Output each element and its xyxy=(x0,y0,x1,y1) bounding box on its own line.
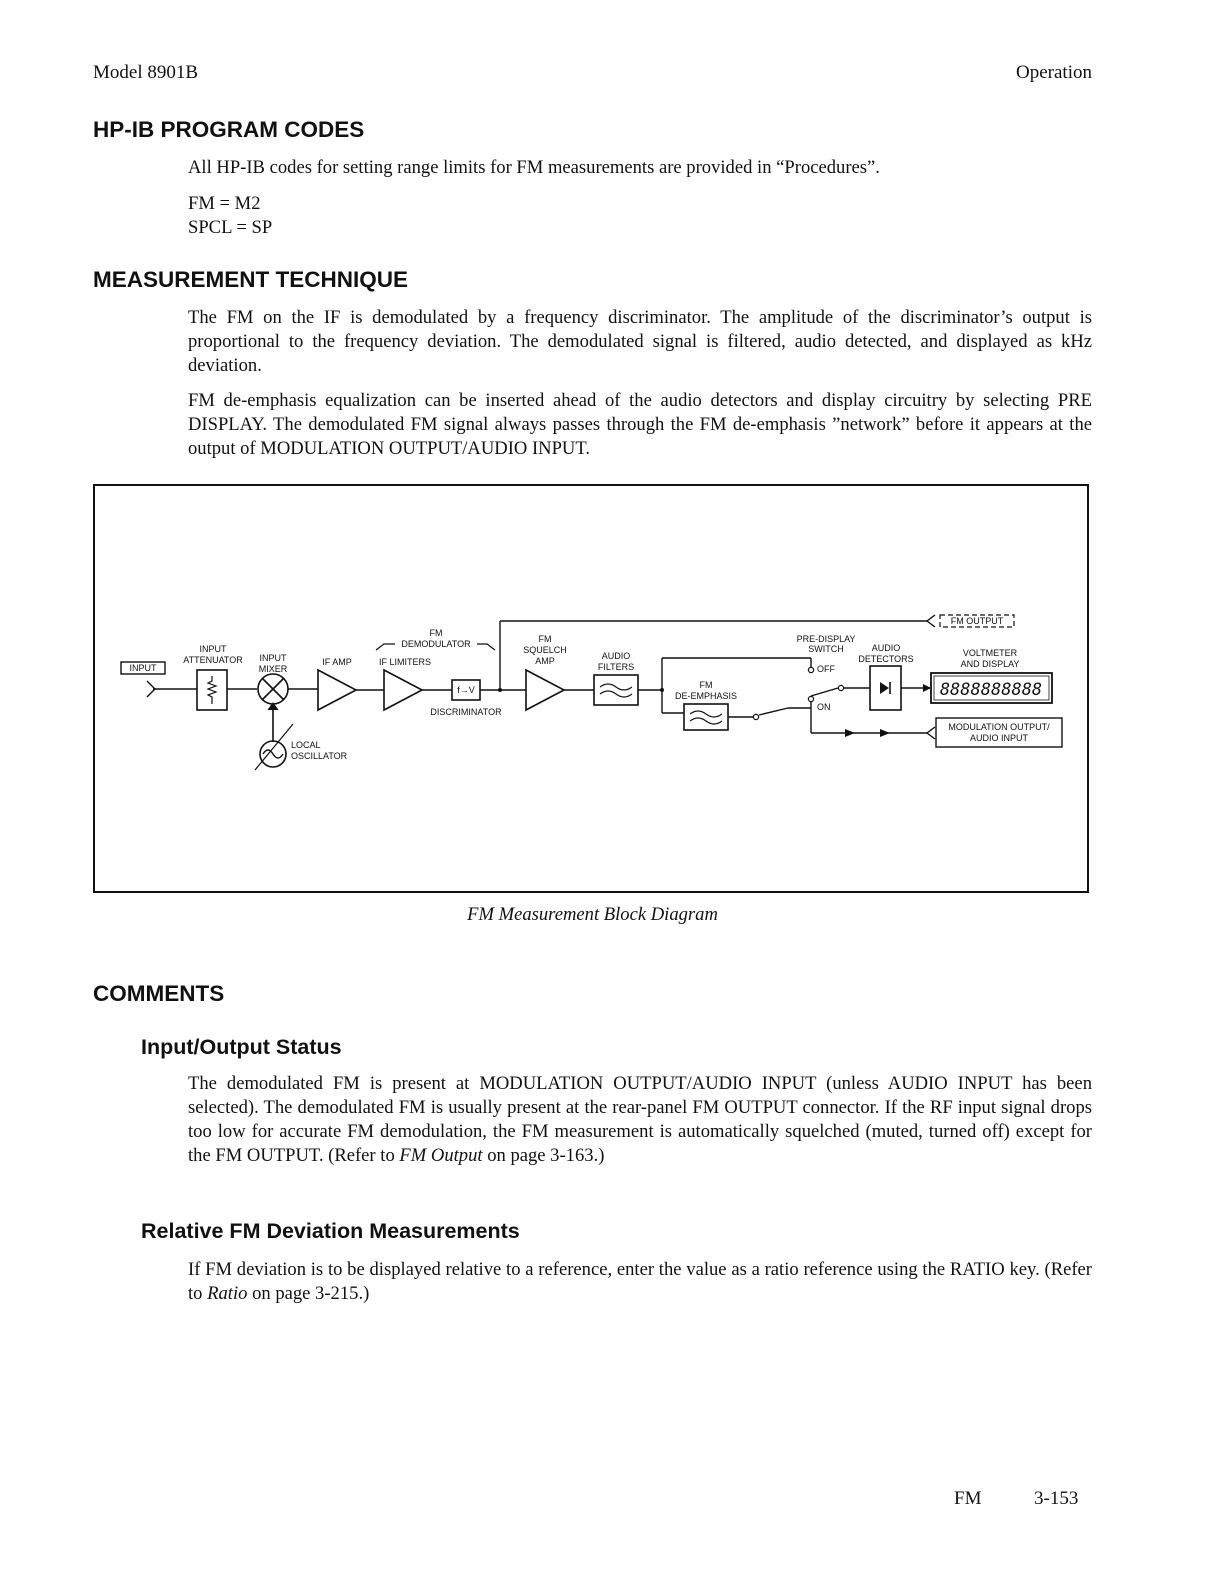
label-modulation-output-1: MODULATION OUTPUT/ xyxy=(948,722,1050,732)
label-switch-on: ON xyxy=(817,702,831,712)
relative-fm-reference: Ratio xyxy=(207,1283,248,1304)
label-pre-display-switch-2: SWITCH xyxy=(808,644,844,654)
footer-section: FM xyxy=(954,1488,982,1509)
fm-deemphasis-block xyxy=(684,704,728,730)
relative-fm-text-end: on page 3-215.) xyxy=(247,1283,370,1304)
label-input-attenuator-2: ATTENUATOR xyxy=(183,655,243,665)
fm-measurement-block-diagram xyxy=(93,484,1089,894)
label-modulation-output-2: AUDIO INPUT xyxy=(969,733,1029,743)
deemphasis-wave-icon xyxy=(690,711,722,724)
label-local-oscillator-2: OSCILLATOR xyxy=(291,751,348,761)
display-digits: 8888888888 xyxy=(939,680,1043,700)
pre-display-switch-lever xyxy=(811,688,838,696)
label-local-oscillator-1: LOCAL xyxy=(291,740,321,750)
heading-relative-fm-deviation: Relative FM Deviation Measurements xyxy=(141,1219,520,1243)
technique-paragraph-2: FM de-emphasis equalization can be inserted ahead of the audio detectors and display circuitry by selecting PRE DISPLAY. The demodulated FM signal always passes through the FM de-emphasis ”network” before it appears at the output of MODULATION OUTPUT/AUDIO INPUT. xyxy=(188,390,1092,459)
label-f-to-v: f→V xyxy=(457,685,475,695)
label-input-attenuator-1: INPUT xyxy=(199,644,227,654)
label-fm-squelch-amp-3: AMP xyxy=(535,656,555,666)
heading-hpib-program-codes: HP-IB PROGRAM CODES xyxy=(93,117,365,142)
io-status-text-part: The demodulated FM is present at MODULATION OUTPUT/AUDIO INPUT (unless AUDIO INPUT has been selected). The demodulated FM is usually present at the rear-panel FM OUTPUT connector. If the RF input signal drops too low for accurate FM demodulation, the FM measurement is automatically squelched (muted, turned off) except for the FM OUTPUT. (Refer to xyxy=(188,1073,1092,1166)
label-voltmeter-1: VOLTMETER xyxy=(962,648,1018,658)
io-status-text-end: on page 3-163.) xyxy=(482,1145,605,1166)
relative-fm-text xyxy=(188,1258,1092,1306)
label-audio-filters-2: FILTERS xyxy=(597,662,635,672)
io-status-text xyxy=(188,1072,1092,1168)
running-header-model: Model 8901B xyxy=(93,62,199,83)
running-header-section: Operation xyxy=(1016,62,1092,83)
label-if-amp: IF AMP xyxy=(322,657,352,667)
label-input-mixer-1: INPUT xyxy=(259,653,287,663)
label-input: INPUT xyxy=(129,663,157,673)
label-fm-output: FM OUTPUT xyxy=(950,616,1004,626)
label-fm-deemphasis-1: FM xyxy=(699,680,713,690)
label-discriminator: DISCRIMINATOR xyxy=(430,707,502,717)
heading-comments: COMMENTS xyxy=(93,981,225,1006)
label-input-mixer-2: MIXER xyxy=(258,664,288,674)
deemphasis-switch-lever xyxy=(759,708,788,715)
label-fm-deemphasis-2: DE-EMPHASIS xyxy=(674,691,738,701)
label-fm-demodulator-1: FM xyxy=(429,628,443,638)
code-fm: FM = M2 xyxy=(188,193,261,214)
label-audio-filters-1: AUDIO xyxy=(601,651,631,661)
heading-input-output-status: Input/Output Status xyxy=(141,1035,342,1059)
technique-paragraph-1: The FM on the IF is demodulated by a frequency discriminator. The amplitude of the discriminator’s output is proportional to the frequency deviation. The demodulated signal is filtered, audio detected, and displayed as kHz deviation. xyxy=(188,307,1092,376)
heading-measurement-technique: MEASUREMENT TECHNIQUE xyxy=(93,267,409,292)
relative-fm-text-part: If FM deviation is to be displayed relative to a reference, enter the value as a ratio reference using the RATIO key. (Refer to xyxy=(188,1259,1092,1304)
code-spcl: SPCL = SP xyxy=(188,217,273,238)
label-if-limiters: IF LIMITERS xyxy=(378,657,432,667)
fm-squelch-amp-block xyxy=(526,670,564,710)
label-fm-squelch-amp-2: SQUELCH xyxy=(523,645,567,655)
label-audio-detectors-1: AUDIO xyxy=(871,643,901,653)
filter-wave-icon xyxy=(600,684,632,697)
io-status-reference: FM Output xyxy=(399,1145,483,1166)
attenuator-resistor-icon xyxy=(208,676,216,704)
label-fm-squelch-amp-1: FM xyxy=(538,634,552,644)
label-switch-off: OFF xyxy=(817,664,835,674)
diagram-caption: FM Measurement Block Diagram xyxy=(467,904,718,925)
label-voltmeter-2: AND DISPLAY xyxy=(960,659,1020,669)
if-limiters-block xyxy=(384,670,422,710)
label-fm-demodulator-2: DEMODULATOR xyxy=(401,639,471,649)
footer-page-number: 3-153 xyxy=(1034,1488,1079,1509)
hpib-intro-text: All HP-IB codes for setting range limits for FM measurements are provided in “Procedures”. xyxy=(188,157,880,178)
if-amp-block xyxy=(318,670,356,710)
audio-filters-block xyxy=(594,675,638,705)
label-pre-display-switch-1: PRE-DISPLAY xyxy=(796,634,856,644)
label-audio-detectors-2: DETECTORS xyxy=(858,654,914,664)
